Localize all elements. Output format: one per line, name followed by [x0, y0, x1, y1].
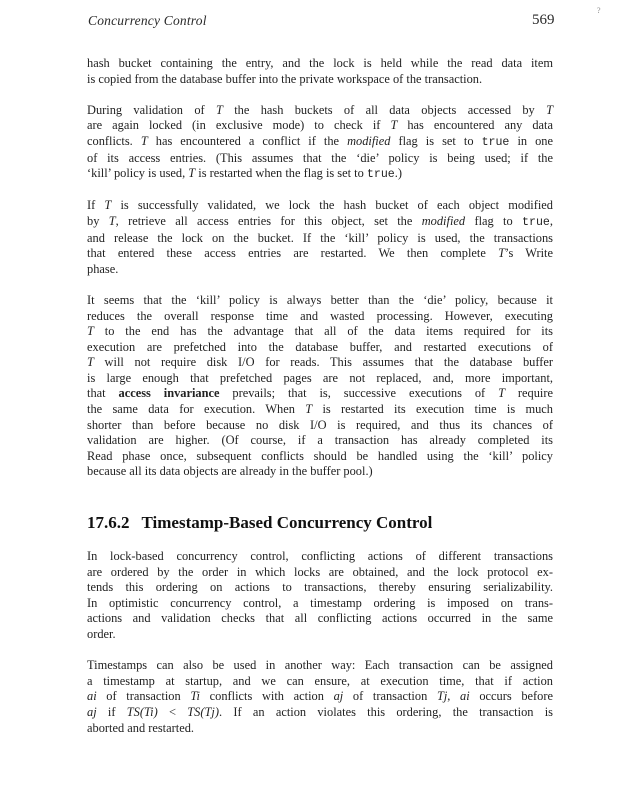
paragraph-line: that entered these access entries are restarted. We then complete T’s Write: [87, 246, 553, 261]
paragraph-line: and release the lock on the bucket. If the ‘kill’ policy is used, the transactions: [87, 230, 553, 245]
paragraph-line: If T is successfully validated, we lock the hash bucket of each object modified: [87, 198, 553, 213]
paragraph-line: because all its data objects are already in the buffer pool.): [87, 464, 373, 479]
paragraph-line: that access invariance prevails; that is, successive executions of T require: [87, 386, 553, 401]
paragraph-line: ai of transaction Ti conflicts with action aj of transaction Tj, ai occurs before: [87, 689, 553, 704]
page-number: 569: [532, 12, 555, 28]
paragraph-line: conflicts. T has encountered a conflict if the modified flag is set to true in one: [87, 133, 554, 149]
paragraph-line: are again locked (in exclusive mode) to check if T has encountered any data: [87, 118, 553, 133]
paragraph-line: of its access entries. (This assumes that the ‘die’ policy is being used; if the: [87, 150, 553, 165]
section-title: Timestamp-Based Concurrency Control: [141, 513, 433, 532]
paragraph-line: ‘kill’ policy is used, T is restarted when the flag is set to true.): [87, 166, 402, 182]
paragraph-line: aborted and restarted.: [87, 720, 194, 735]
paragraph-line: a timestamp at startup, and we can ensure, at execution time, that if action: [87, 673, 553, 688]
paragraph-line: In optimistic concurrency control, a timestamp ordering is imposed on trans-: [87, 595, 553, 610]
paragraph-line: actions and validation checks that all conflicting actions occurred in the same: [87, 611, 553, 626]
paragraph-line: is copied from the database buffer into the private workspace of the transaction.: [87, 71, 483, 86]
paragraph-line: execution are prefetched into the database buffer, and restarted executions of: [87, 339, 553, 354]
paragraph-line: shorter than before because no disk I/O is required, and thus its chances of: [87, 417, 553, 432]
paragraph-line: hash bucket containing the entry, and the lock is held while the read data item: [87, 56, 553, 70]
paragraph-line: validation are higher. (Of course, if a transaction has already completed its: [87, 433, 553, 448]
body-text-lower: [87, 549, 553, 736]
paragraph-line: reduces the overall response time and wasted processing. However, executing: [87, 308, 553, 323]
paragraph-line: by T, retrieve all access entries for this object, set the modified flag to true,: [87, 213, 553, 229]
paragraph-line: is large enough that prefetched pages are not replaced, and, more important,: [87, 370, 553, 385]
paragraph-line: are ordered by the order in which locks are obtained, and the lock protocol ex-: [87, 564, 553, 579]
section-heading: [87, 513, 553, 533]
paragraph-line: phase.: [87, 261, 119, 276]
paragraph-line: aj if TS(Ti) < TS(Tj). If an action violates this ordering, the transaction is: [87, 704, 553, 719]
corner-mark: ?: [597, 6, 601, 15]
paragraph-line: Read phase once, subsequent conflicts should be handled using the ‘kill’ policy: [87, 448, 553, 463]
paragraph-line: order.: [87, 626, 116, 641]
running-head: Concurrency Control: [88, 13, 207, 28]
paragraph-line: Timestamps can also be used in another way: Each transaction can be assigned: [87, 658, 553, 673]
paragraph-line: It seems that the ‘kill’ policy is always better than the ‘die’ policy, because it: [87, 292, 553, 307]
paragraph-line: During validation of T the hash buckets of all data objects accessed by T: [87, 102, 553, 117]
paragraph-line: In lock-based concurrency control, conflicting actions of different transactions: [87, 549, 553, 563]
body-text-upper: [87, 56, 553, 480]
paragraph-line: T will not require disk I/O for reads. This assumes that the database buffer: [87, 355, 553, 370]
paragraph-line: T to the end has the advantage that all of the data items required for its: [87, 324, 553, 339]
paragraph-line: the same data for execution. When T is restarted its execution time is much: [87, 402, 553, 417]
section-number: 17.6.2: [87, 513, 130, 532]
paragraph-line: tends this ordering on actions to transactions, thereby ensuring serializability.: [87, 580, 553, 595]
